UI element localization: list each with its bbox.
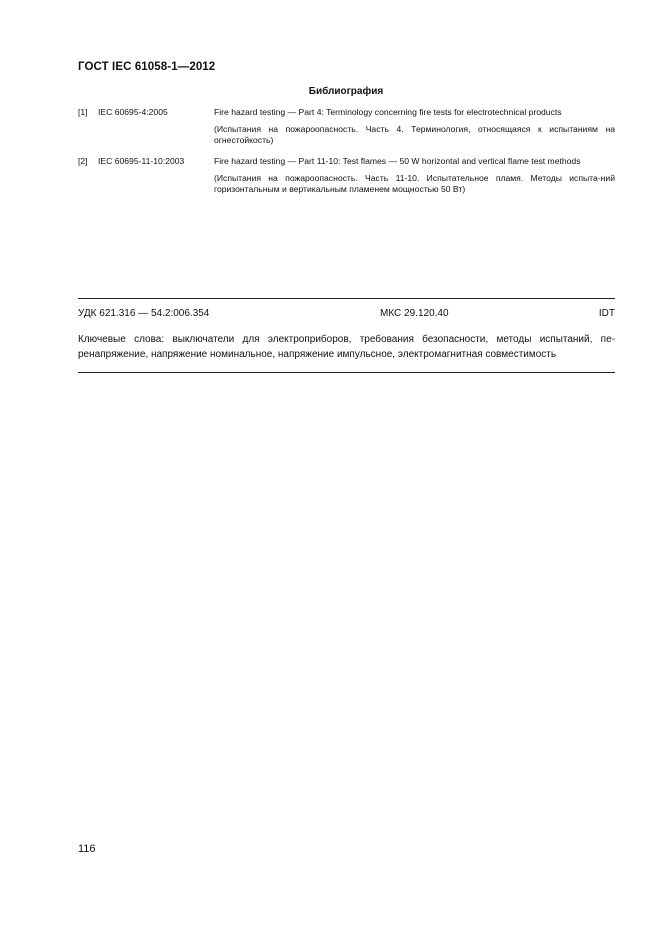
entry-title-en: Fire hazard testing — Part 11-10: Test flames — 50 W horizontal and vertical flame test methods bbox=[214, 156, 581, 166]
entry-number: [1] bbox=[78, 107, 88, 117]
divider-bottom bbox=[78, 372, 615, 373]
udk-code: УДК 621.316 — 54.2:006.354 bbox=[78, 308, 210, 319]
entry-description bbox=[214, 156, 615, 196]
standard-designation: ГОСТ IEC 61058-1—2012 bbox=[78, 61, 216, 73]
mks-code: МКС 29.120.40 bbox=[380, 308, 449, 319]
classification-row bbox=[78, 308, 615, 322]
entry-title-ru: (Испытания на пожароопасность. Часть 11-10. Испытательное пламя. Методы испыта-ний горизонтальным и вертикальным пламенем мощностью 50 Вт) bbox=[214, 172, 615, 194]
bibliography-entry bbox=[78, 107, 615, 151]
entry-code: IEC 60695-4:2005 bbox=[98, 107, 168, 117]
idt-mark: IDT bbox=[598, 308, 615, 319]
bibliography-title: Библиография bbox=[308, 86, 384, 97]
bibliography-entry bbox=[78, 156, 615, 214]
entry-number: [2] bbox=[78, 156, 88, 166]
entry-description bbox=[214, 107, 615, 147]
page-number: 116 bbox=[78, 843, 96, 855]
entry-title-en: Fire hazard testing — Part 4: Terminology concerning fire tests for electrotechnical products bbox=[214, 107, 562, 117]
entry-code: IEC 60695-11-10:2003 bbox=[98, 156, 185, 166]
entry-title-ru: (Испытания на пожароопасность. Часть 4. Терминология, относящаяся к испытаниям на огнестойкость) bbox=[214, 123, 615, 145]
keywords-paragraph: Ключевые слова: выключатели для электроприборов, требования безопасности, методы испытаний, пе-ренапряжение, напряжение номинальное, напряжение импульсное, электромагнитная совместимость bbox=[78, 334, 615, 360]
divider-top bbox=[78, 298, 615, 299]
